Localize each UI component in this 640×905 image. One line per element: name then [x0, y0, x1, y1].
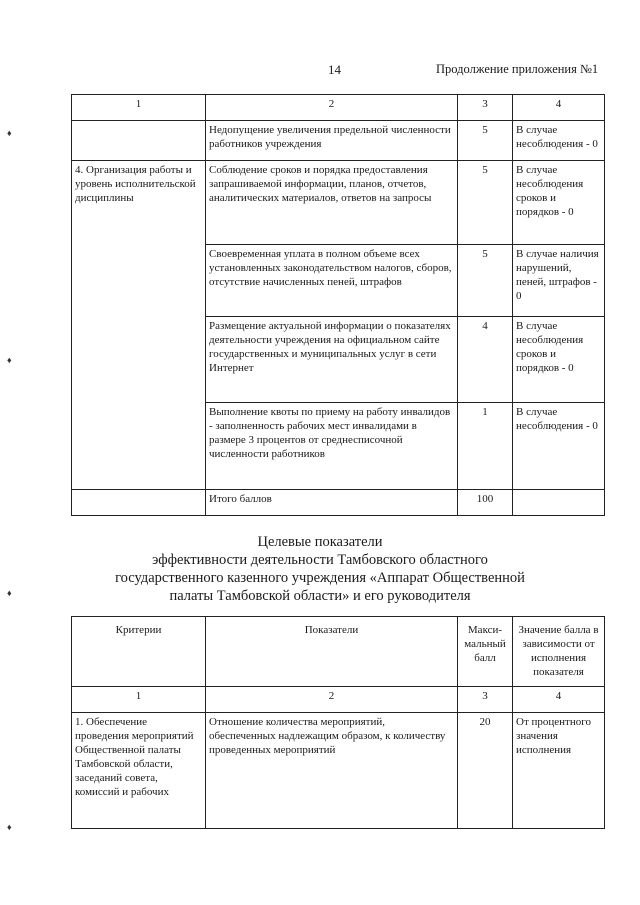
points-cell: 5 — [458, 161, 513, 245]
indicator-cell: Своевременная уплата в полном объеме всех установленных законодательством налогов, сборов, отсутствие начисленных пеней, штрафов — [206, 245, 458, 317]
points-cell: 5 — [458, 121, 513, 161]
value-cell: В случае несоблюдения - 0 — [513, 121, 605, 161]
binder-hole-mark: ♦ — [7, 588, 12, 598]
points-cell: 4 — [458, 317, 513, 403]
value-cell: В случае несоблюдения сроков и порядков - 0 — [513, 161, 605, 245]
value-cell: В случае несоблюдения сроков и порядков - 0 — [513, 317, 605, 403]
empty-cell — [513, 490, 605, 516]
total-value: 100 — [458, 490, 513, 516]
section-title-line: Целевые показатели — [257, 534, 383, 550]
value-cell: В случае несоблюдения - 0 — [513, 403, 605, 490]
target-indicators-table — [71, 616, 605, 829]
criteria-table-continued — [71, 94, 605, 516]
indicator-cell: Выполнение квоты по приему на работу инвалидов - заполненность рабочих мест инвалидами в размере 3 процентов от среднесписочной численности работников — [206, 403, 458, 490]
empty-cell — [72, 490, 206, 516]
header-row — [72, 617, 605, 687]
column-number-row — [72, 95, 605, 121]
binder-hole-mark: ♦ — [7, 822, 12, 832]
section-title-line: палаты Тамбовской области» и его руководителя — [169, 588, 471, 604]
indicator-cell: Отношение количества мероприятий, обеспеченных надлежащим образом, к количеству проведенных мероприятий — [206, 713, 458, 829]
total-row — [72, 490, 605, 516]
indicator-cell: Недопущение увеличения предельной численности работников учреждения — [206, 121, 458, 161]
points-cell: 5 — [458, 245, 513, 317]
binder-hole-mark: ♦ — [7, 355, 12, 365]
header-criteria: Критерии — [72, 617, 206, 687]
binder-hole-mark: ♦ — [7, 128, 12, 138]
col-number: 4 — [513, 687, 605, 713]
section-title-line: государственного казенного учреждения «Аппарат Общественной — [115, 570, 525, 586]
col-number: 2 — [206, 95, 458, 121]
value-cell: В случае наличия нарушений, пеней, штрафов - 0 — [513, 245, 605, 317]
table-row — [72, 121, 605, 161]
points-cell: 1 — [458, 403, 513, 490]
col-number: 3 — [458, 95, 513, 121]
header-indicators: Показатели — [206, 617, 458, 687]
total-label: Итого баллов — [206, 490, 458, 516]
indicator-cell: Соблюдение сроков и порядка предоставления запрашиваемой информации, планов, отчетов, аналитических материалов, ответов на запросы — [206, 161, 458, 245]
criterion-cell: 1. Обеспечение проведения мероприятий Общественной палаты Тамбовской области, заседаний совета, комиссий и рабочих — [72, 713, 206, 829]
criterion-cell: 4. Организация работы и уровень исполнительской дисциплины — [72, 161, 206, 490]
col-number: 4 — [513, 95, 605, 121]
section-title-line: эффективности деятельности Тамбовского областного — [152, 552, 488, 568]
table-row — [72, 713, 605, 829]
header-score-value: Значение балла в зависимости от исполнения показателя — [513, 617, 605, 687]
column-number-row — [72, 687, 605, 713]
value-cell: От процентного значения исполнения — [513, 713, 605, 829]
header-max-points: Макси-мальный балл — [458, 617, 513, 687]
appendix-label: Продолжение приложения №1 — [436, 62, 599, 76]
section-title — [0, 533, 640, 605]
indicator-cell: Размещение актуальной информации о показателях деятельности учреждения на официальном сайте государственных и муниципальных услуг в сети Интернет — [206, 317, 458, 403]
table-row — [72, 161, 605, 245]
col-number: 2 — [206, 687, 458, 713]
criterion-cell — [72, 121, 206, 161]
col-number: 3 — [458, 687, 513, 713]
col-number: 1 — [72, 95, 206, 121]
col-number: 1 — [72, 687, 206, 713]
page-number: 14 — [328, 62, 341, 77]
points-cell: 20 — [458, 713, 513, 829]
